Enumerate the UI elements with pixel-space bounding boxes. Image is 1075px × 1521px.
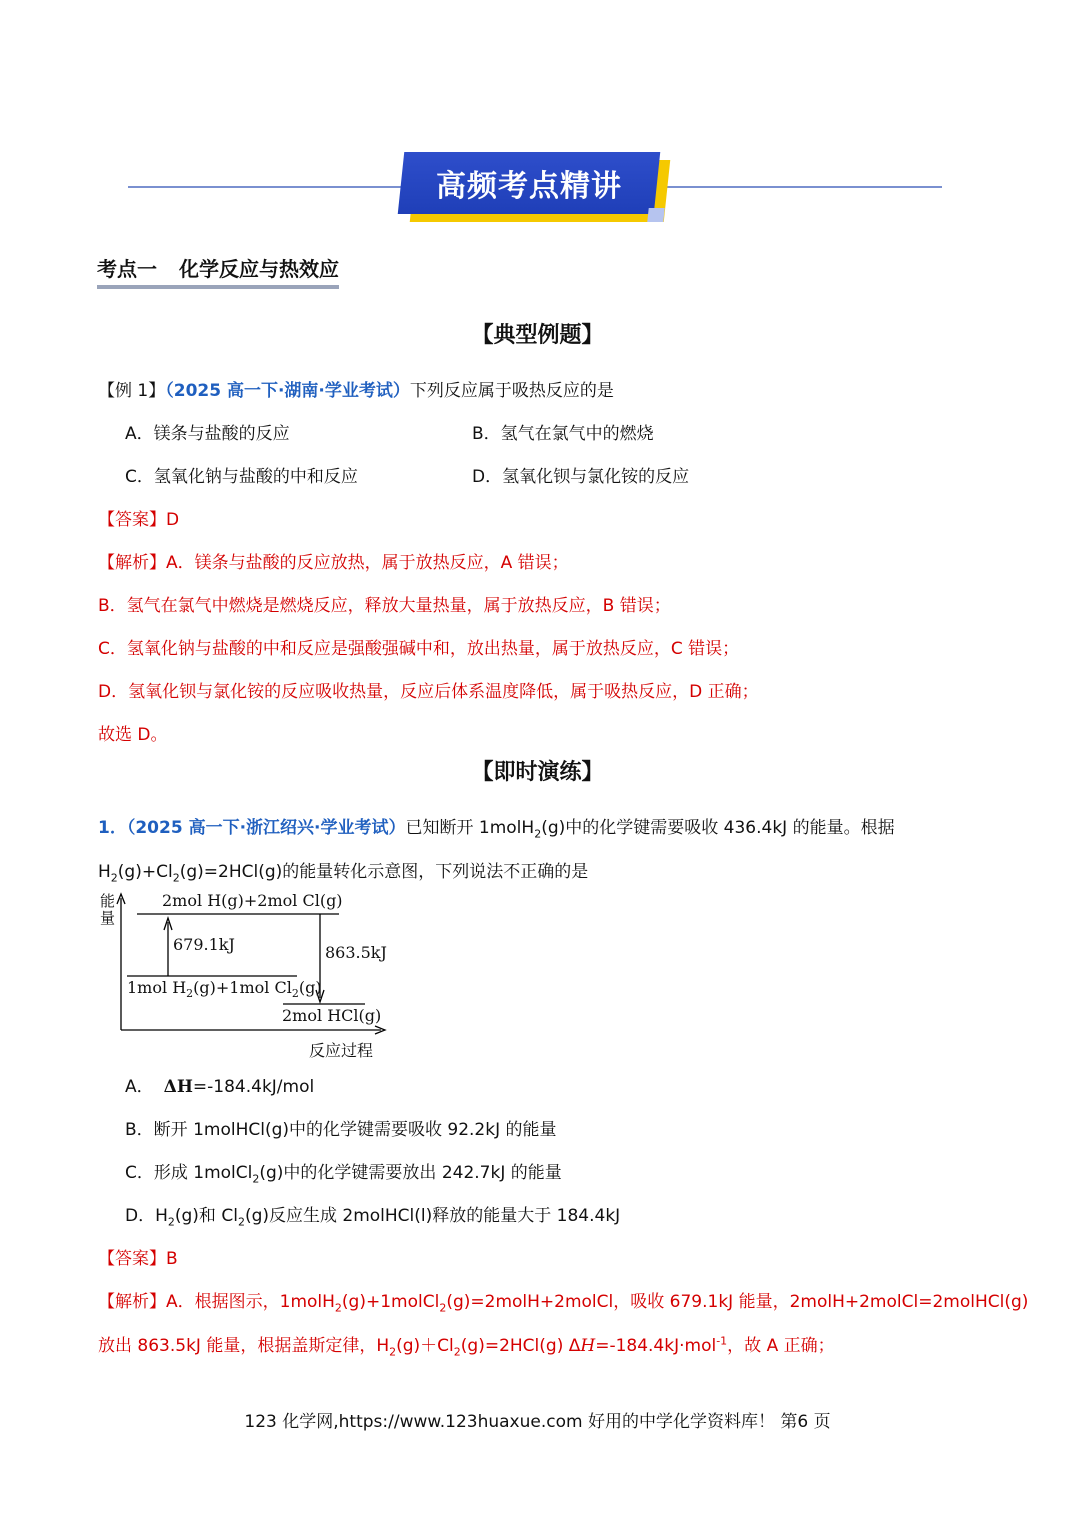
q1-option-a-text: =-184.4kJ/mol [192, 1077, 315, 1097]
banner-line-left [128, 186, 410, 188]
q1-analysis2-d: =-184.4kJ·mol [595, 1336, 717, 1356]
q1-answer-label: 【答案】 [98, 1249, 166, 1269]
example1-answer [98, 505, 179, 530]
q1-answer [98, 1244, 178, 1269]
q1-stem-b: (g)中的化学键需要吸收 436.4kJ 的能量。根据 [541, 818, 895, 838]
q1-option-b: B．断开 1molHCl(g)中的化学键需要吸收 92.2kJ 的能量 [125, 1120, 557, 1140]
subscript: 2 [389, 1345, 397, 1359]
q1-number: 1． [98, 818, 127, 838]
q1-analysis-line1 [98, 1287, 1028, 1314]
example1-analysis-d: D．氢氧化钡与氯化铵的反应吸收热量，反应后体系温度降低，属于吸热反应，D 正确； [98, 682, 759, 702]
q1-stem-a: 已知断开 1molH [405, 818, 535, 838]
banner-title: 高频考点精讲 [436, 169, 622, 204]
example1-analysis-a [98, 548, 569, 573]
q1-stem-line2 [98, 857, 588, 884]
q1-analysis1-c: (g)=2molH+2molCl，吸收 679.1kJ 能量，2molH+2molCl=2molHCl(g) [446, 1292, 1029, 1312]
subscript: 2 [167, 1215, 175, 1229]
absorb-label: 679.1kJ [173, 935, 235, 954]
q1-stem-line1 [98, 813, 895, 840]
q1-analysis2-c: (g)=2HCl(g) Δ [460, 1336, 581, 1356]
page-footer: 123 化学网,https://www.123huaxue.com 好用的中学化学资料库！ 第6 页 [244, 1412, 831, 1432]
q1-analysis1-b: (g)+1molCl [341, 1292, 440, 1312]
q1-option-c-a: C．形成 1molCl [125, 1163, 253, 1183]
y-axis-label-2: 量 [100, 909, 116, 927]
example1-option-b: B．氢气在氯气中的燃烧 [472, 424, 654, 444]
reactant-level-label [127, 978, 322, 1000]
example1-analysis-c: C．氢氧化钠与盐酸的中和反应是强酸强碱中和，放出热量，属于放热反应，C 错误； [98, 639, 740, 659]
subscript: 2 [334, 1301, 342, 1315]
kaodian-title: 化学反应与热效应 [179, 257, 339, 281]
subscript: 2 [534, 827, 542, 841]
release-label: 863.5kJ [325, 943, 387, 962]
reactant-a: 1mol H [127, 978, 187, 997]
q1-option-d-a: D．H [125, 1206, 168, 1226]
banner-line-right [655, 186, 942, 188]
reactant-c: (g) [298, 978, 322, 997]
example1-option-d: D．氢氧化钡与氯化铵的反应 [472, 467, 690, 487]
reactant-b: (g)+1mol Cl [193, 978, 292, 997]
banner [398, 152, 661, 214]
q1-option-a-prefix: A． [125, 1077, 154, 1097]
q1-option-c-b: (g)中的化学键需要放出 242.7kJ 的能量 [259, 1163, 562, 1183]
example1-analysis-label: 【解析】 [98, 553, 166, 573]
subscript: 2 [453, 1345, 461, 1359]
example1-analysis-b: B．氢气在氯气中燃烧是燃烧反应，释放大量热量，属于放热反应，B 错误； [98, 596, 671, 616]
section-examples: 【典型例题】 [471, 323, 604, 348]
delta-h-symbol: ΔH [163, 1077, 193, 1097]
example1-answer-value: D [166, 510, 180, 530]
q1-analysis-line2 [98, 1331, 835, 1358]
q1-option-d [125, 1201, 620, 1228]
q1-stem2-b: (g)+Cl [117, 862, 173, 882]
example1-source: （2025 高一下·湖南·学业考试） [165, 381, 410, 401]
q1-answer-value: B [166, 1249, 178, 1269]
example1-prefix: 【例 1】 [98, 381, 166, 401]
q1-analysis-label: 【解析】 [98, 1292, 166, 1312]
banner-tip [647, 208, 664, 222]
q1-stem2-c: (g)=2HCl(g)的能量转化示意图，下列说法不正确的是 [179, 862, 589, 882]
example1-option-c: C．氢氧化钠与盐酸的中和反应 [125, 467, 358, 487]
subscript: 2 [110, 871, 118, 885]
top-level-label: 2mol H(g)+2mol Cl(g) [162, 891, 343, 910]
kaodian-heading [97, 253, 339, 289]
subscript: 2 [252, 1172, 260, 1186]
q1-stem2-a: H [98, 862, 111, 882]
q1-source: （2025 高一下·浙江绍兴·学业考试） [126, 818, 406, 838]
q1-option-d-b: (g)和 Cl [174, 1206, 238, 1226]
subscript: 2 [439, 1301, 447, 1315]
product-level-label: 2mol HCl(g) [282, 1006, 382, 1025]
example1-option-a: A．镁条与盐酸的反应 [125, 424, 290, 444]
section-practice: 【即时演练】 [471, 760, 604, 785]
example1-answer-label: 【答案】 [98, 510, 166, 530]
q1-analysis1-a: A．根据图示，1molH [166, 1292, 335, 1312]
example1-stem [98, 376, 614, 401]
kaodian-label: 考点一 [97, 257, 157, 281]
y-axis-label [100, 893, 115, 927]
energy-diagram [95, 888, 395, 1060]
subscript: 2 [172, 871, 180, 885]
q1-analysis2-b: (g)＋Cl [396, 1336, 454, 1356]
q1-analysis2-h: H [580, 1336, 596, 1356]
subscript: 2 [291, 987, 299, 1001]
example1-question: 下列反应属于吸热反应的是 [409, 381, 614, 401]
subscript: 2 [237, 1215, 245, 1229]
q1-option-c [125, 1158, 562, 1185]
q1-analysis2-e: ，故 A 正确； [727, 1336, 835, 1356]
x-axis-label: 反应过程 [309, 1041, 374, 1060]
q1-option-d-c: (g)反应生成 2molHCl(l)释放的能量大于 184.4kJ [244, 1206, 621, 1226]
q1-analysis2-a: 放出 863.5kJ 能量，根据盖斯定律，H [98, 1336, 390, 1356]
q1-option-a [125, 1072, 314, 1097]
example1-analysis-line: A．镁条与盐酸的反应放热，属于放热反应，A 错误； [166, 553, 569, 573]
superscript: -1 [716, 1334, 728, 1348]
y-axis-label-1: 能 [100, 892, 116, 910]
example1-conclusion: 故选 D。 [98, 725, 168, 745]
subscript: 2 [186, 987, 194, 1001]
